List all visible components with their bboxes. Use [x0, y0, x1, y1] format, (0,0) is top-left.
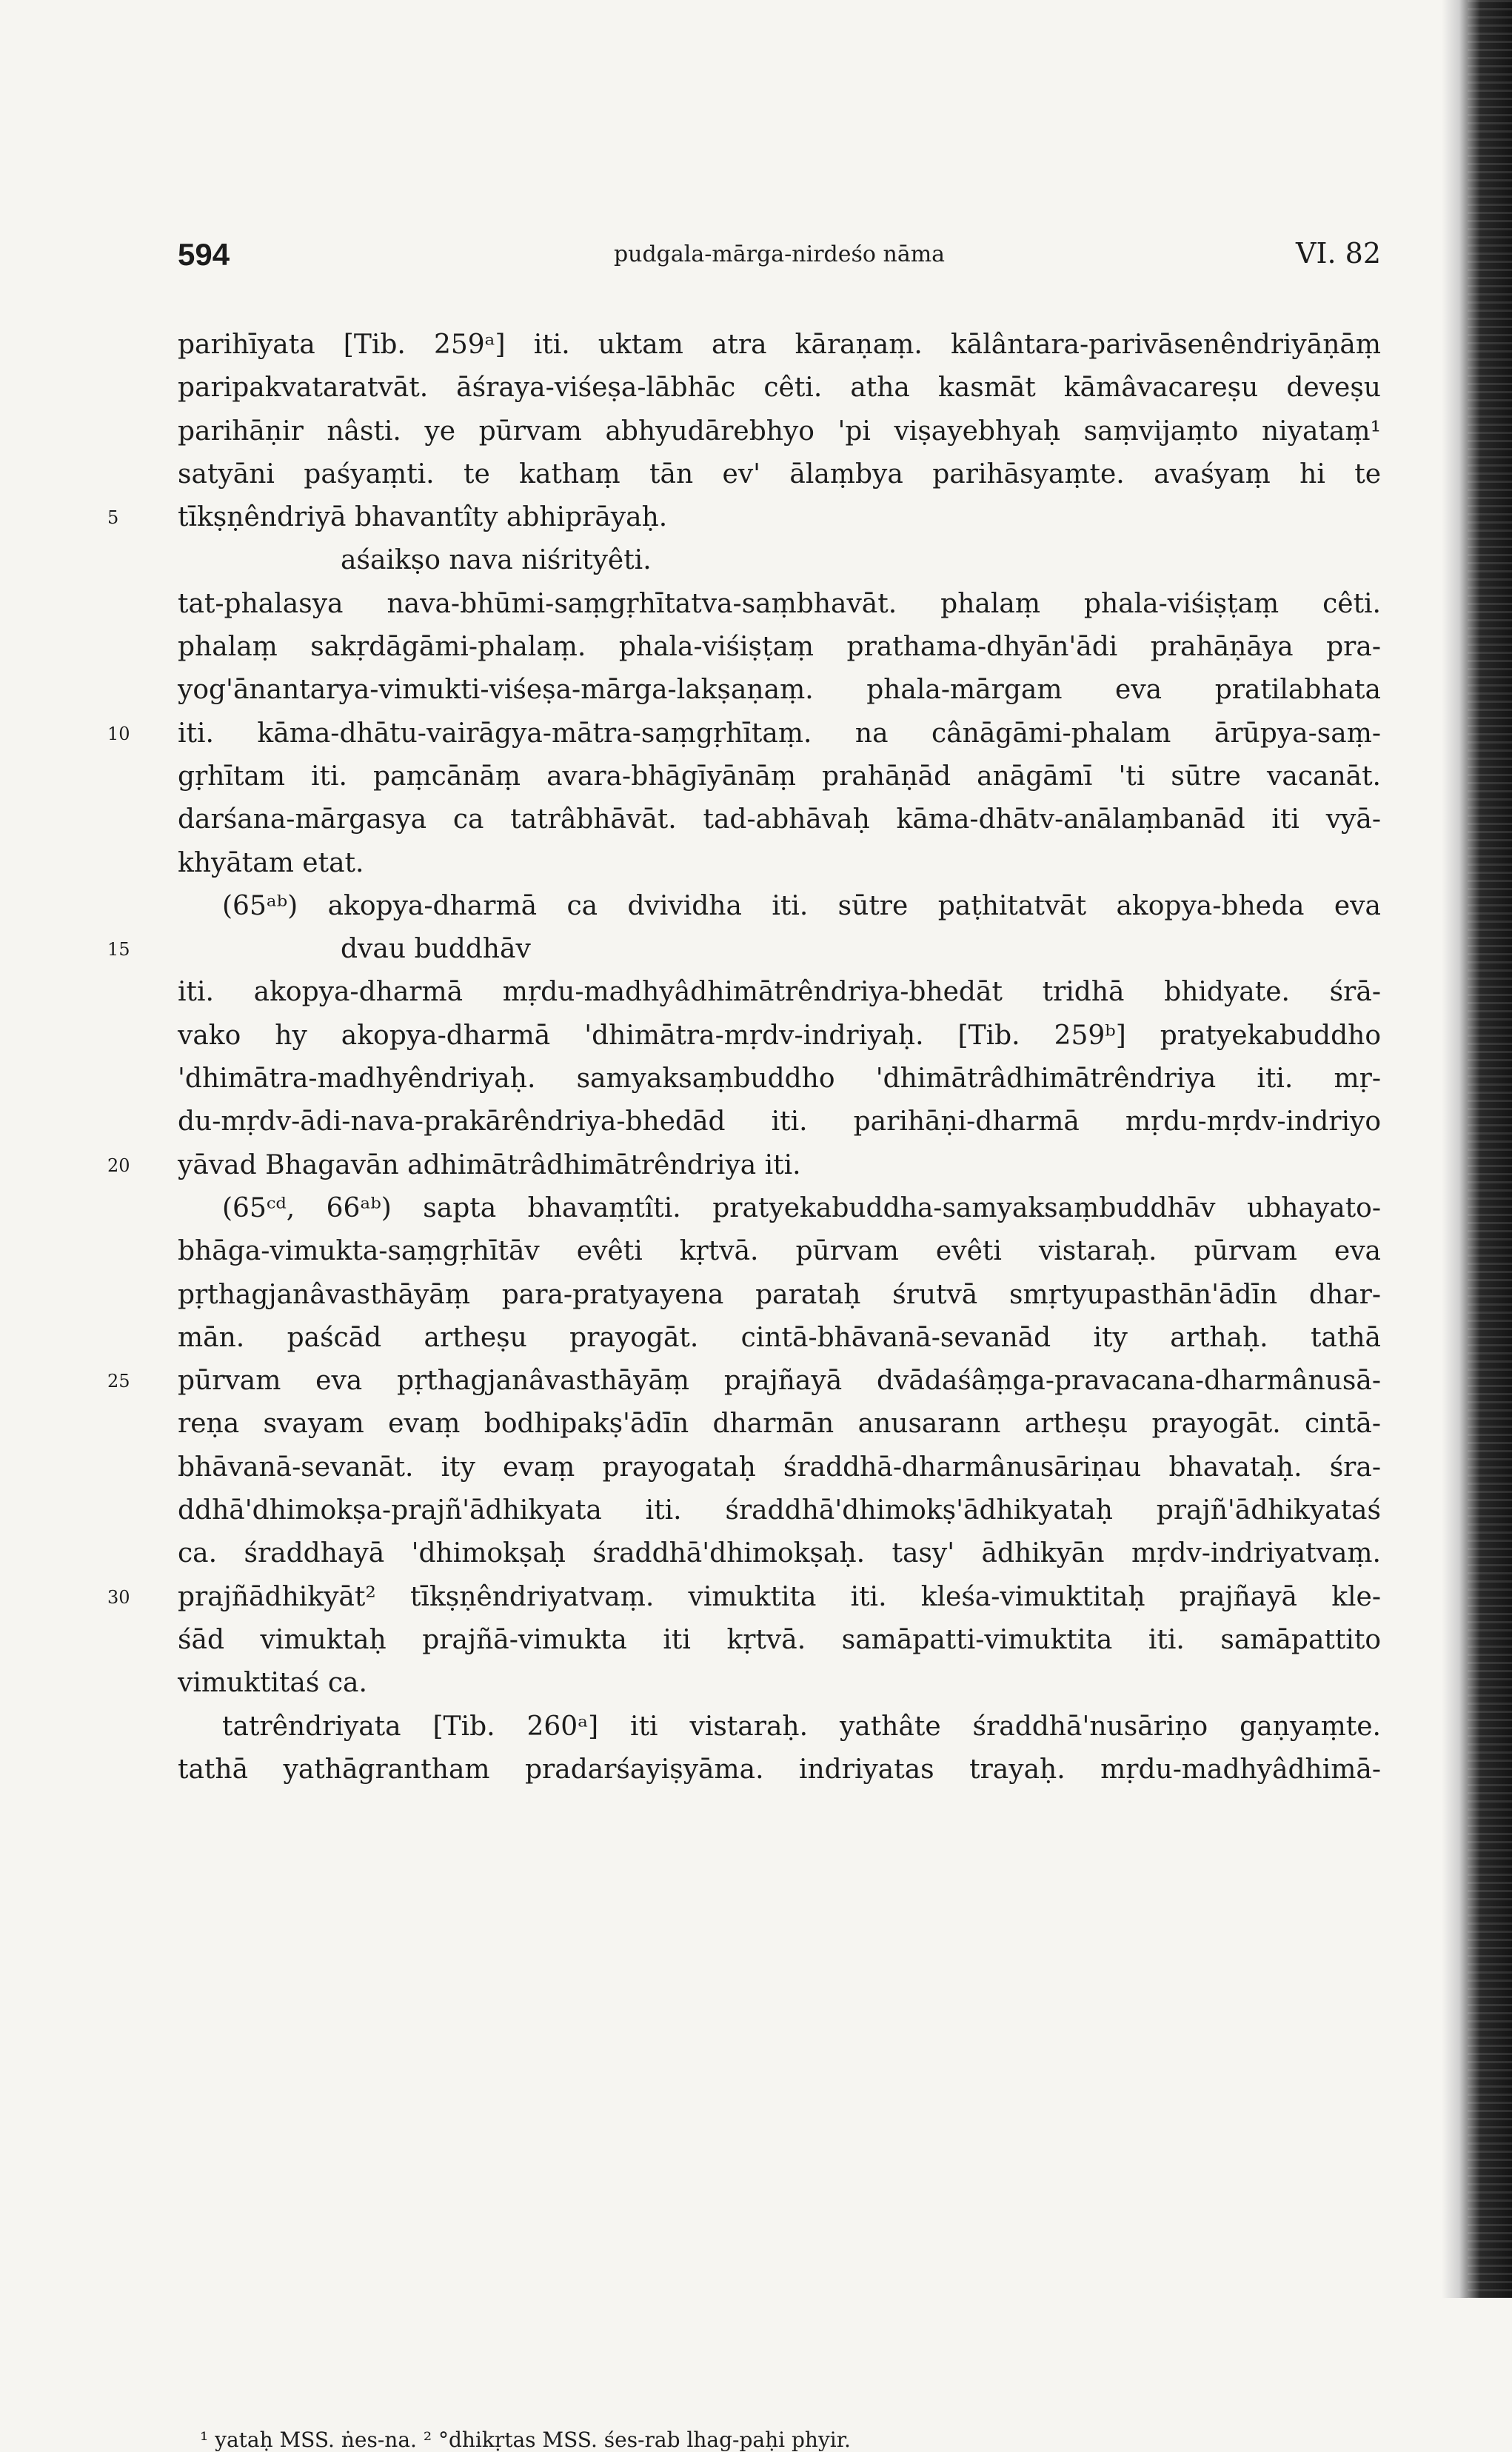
- line-text: iti. akopya-dharmā mṛdu-madhyâdhimātrêndriya-bhedāt tridhā bhidyate. śrā-: [178, 977, 1381, 1008]
- footnotes: ¹ yataḥ MSS. ṅes-na. ² °dhikṛtas MSS. śes-rab lhag-paḥi phyir.: [200, 2428, 851, 2452]
- line-number: 15: [107, 939, 130, 961]
- text-line: [178, 1317, 1381, 1360]
- line-number: 25: [107, 1371, 130, 1392]
- line-text: ddhā'dhimokṣa-prajñ'ādhikyata iti. śraddhā'dhimokṣ'ādhikyataḥ prajñ'ādhikyataś: [178, 1495, 1381, 1526]
- section-reference: VI. 82: [1296, 237, 1381, 270]
- line-text: tat-phalasya nava-bhūmi-saṃgṛhītatva-saṃbhavāt. phalaṃ phala-viśiṣṭaṃ cêti.: [178, 588, 1381, 619]
- text-line: [178, 1748, 1381, 1791]
- text-line: [178, 1532, 1381, 1575]
- text-line: [178, 453, 1381, 496]
- line-number: 10: [107, 723, 130, 744]
- text-line: [178, 885, 1381, 928]
- line-text: mān. paścād artheṣu prayogāt. cintā-bhāvanā-sevanād ity arthaḥ. tathā: [178, 1322, 1381, 1353]
- text-line: [178, 1100, 1381, 1143]
- line-text: phalaṃ sakṛdāgāmi-phalaṃ. phala-viśiṣṭaṃ prathama-dhyān'ādi prahāṇāya pra-: [178, 632, 1381, 663]
- line-text: yāvad Bhagavān adhimātrâdhimātrêndriya iti.: [178, 1149, 801, 1180]
- text-line: [178, 1403, 1381, 1446]
- line-text: bhāga-vimukta-saṃgṛhītāv evêti kṛtvā. pūrvam evêti vistaraḥ. pūrvam eva: [178, 1236, 1381, 1267]
- line-number: 5: [107, 507, 119, 529]
- line-text: aśaikṣo nava niśrityêti.: [341, 545, 652, 576]
- text-line: [178, 1058, 1381, 1100]
- text-line: [107, 1576, 1381, 1619]
- line-text: parihāṇir nâsti. ye pūrvam abhyudārebhyo 'pi viṣayebhyaḥ saṃvijaṃto niyataṃ¹: [178, 415, 1381, 447]
- text-line: [178, 1230, 1381, 1273]
- line-text: yog'ānantarya-vimukti-viśeṣa-mārga-lakṣaṇaṃ. phala-mārgam eva pratilabhata: [178, 675, 1381, 706]
- line-text: tatrêndriyata [Tib. 260ᵃ] iti vistaraḥ. yathâte śraddhā'nusāriṇo gaṇyaṃte.: [222, 1711, 1381, 1742]
- text-line: [107, 1360, 1381, 1403]
- page-number: 594: [178, 237, 230, 272]
- text-line: [178, 669, 1381, 712]
- text-line: [178, 324, 1381, 367]
- line-text: darśana-mārgasya ca tatrâbhāvāt. tad-abhāvaḥ kāma-dhātv-anālaṃbanād iti vyā-: [178, 804, 1381, 835]
- text-line: [178, 1619, 1381, 1662]
- scan-edge-streaks: [1468, 0, 1512, 2298]
- line-text: śād vimuktaḥ prajñā-vimukta iti kṛtvā. samāpatti-vimuktita iti. samāpattito: [178, 1624, 1381, 1655]
- line-text: gṛhītam iti. paṃcānāṃ avara-bhāgīyānāṃ prahāṇād anāgāmī 'ti sūtre vacanāt.: [178, 761, 1381, 792]
- text-line: [107, 1144, 1381, 1187]
- text-line: [178, 1446, 1381, 1489]
- text-line: [178, 539, 1381, 582]
- text-line: [107, 712, 1381, 755]
- line-number: 30: [107, 1586, 130, 1608]
- line-text: satyāni paśyaṃti. te kathaṃ tān ev' ālaṃbya parihāsyaṃte. avaśyaṃ hi te: [178, 458, 1381, 490]
- line-text: du-mṛdv-ādi-nava-prakārêndriya-bhedād iti. parihāṇi-dharmā mṛdu-mṛdv-indriyo: [178, 1106, 1381, 1138]
- text-line: [107, 496, 1381, 539]
- line-text: prajñādhikyāt² tīkṣṇêndriyatvaṃ. vimuktita iti. kleśa-vimuktitaḥ prajñayā kle-: [178, 1581, 1381, 1612]
- text-line: [178, 1015, 1381, 1058]
- line-text: paripakvataratvāt. āśraya-viśeṣa-lābhāc cêti. atha kasmāt kāmâvacareṣu deveṣu: [178, 373, 1381, 404]
- text-line: [178, 626, 1381, 669]
- line-text: ca. śraddhayā 'dhimokṣaḥ śraddhā'dhimokṣaḥ. tasy' ādhikyān mṛdv-indriyatvaṃ.: [178, 1538, 1381, 1569]
- text-line: [178, 971, 1381, 1014]
- text-line: [178, 583, 1381, 626]
- line-text: (65ᵃᵇ) akopya-dharmā ca dvividha iti. sūtre paṭhitatvāt akopya-bheda eva: [222, 890, 1381, 921]
- text-line: [178, 842, 1381, 885]
- line-text: vimuktitaś ca.: [178, 1668, 367, 1699]
- page-header: [178, 237, 1381, 281]
- line-text: pṛthagjanâvasthāyāṃ para-pratyayena parataḥ śrutvā smṛtyupasthān'ādīn dhar-: [178, 1279, 1381, 1310]
- text-line: [178, 1706, 1381, 1748]
- line-text: bhāvanā-sevanāt. ity evaṃ prayogataḥ śraddhā-dharmânusāriṇau bhavataḥ. śra-: [178, 1452, 1381, 1483]
- line-text: vako hy akopya-dharmā 'dhimātra-mṛdv-indriyaḥ. [Tib. 259ᵇ] pratyekabuddho: [178, 1020, 1381, 1051]
- line-text: tīkṣṇêndriyā bhavantîty abhiprāyaḥ.: [178, 502, 668, 533]
- running-title: pudgala-mārga-nirdeśo nāma: [613, 241, 946, 267]
- text-line: [178, 1274, 1381, 1317]
- text-line: [178, 1489, 1381, 1532]
- page-body: [107, 324, 1381, 1791]
- text-line: [178, 1662, 1381, 1705]
- line-text: tathā yathāgrantham pradarśayiṣyāma. indriyatas trayaḥ. mṛdu-madhyâdhimā-: [178, 1754, 1381, 1785]
- line-text: reṇa svayam evaṃ bodhipakṣ'ādīn dharmān anusarann artheṣu prayogāt. cintā-: [178, 1409, 1381, 1440]
- line-text: pūrvam eva pṛthagjanâvasthāyāṃ prajñayā dvādaśâṃga-pravacana-dharmânusā-: [178, 1366, 1381, 1397]
- text-line: [178, 798, 1381, 841]
- line-text: (65ᶜᵈ, 66ᵃᵇ) sapta bhavaṃtîti. pratyekabuddha-samyaksaṃbuddhāv ubhayato-: [222, 1192, 1381, 1223]
- line-text: dvau buddhāv: [341, 934, 531, 965]
- text-line: [178, 410, 1381, 453]
- text-line: [178, 367, 1381, 410]
- line-text: iti. kāma-dhātu-vairāgya-mātra-saṃgṛhītaṃ. na cânāgāmi-phalam ārūpya-saṃ-: [178, 718, 1381, 749]
- line-text: khyātam etat.: [178, 847, 364, 878]
- text-line: [107, 928, 1381, 971]
- text-line: [178, 1187, 1381, 1230]
- line-number: 20: [107, 1155, 130, 1176]
- line-text: 'dhimātra-madhyêndriyaḥ. samyaksaṃbuddho 'dhimātrâdhimātrêndriya iti. mṛ-: [178, 1063, 1381, 1095]
- line-text: parihīyata [Tib. 259ᵃ] iti. uktam atra kāraṇaṃ. kālântara-parivāsenêndriyāṇāṃ: [178, 330, 1381, 360]
- text-line: [178, 755, 1381, 798]
